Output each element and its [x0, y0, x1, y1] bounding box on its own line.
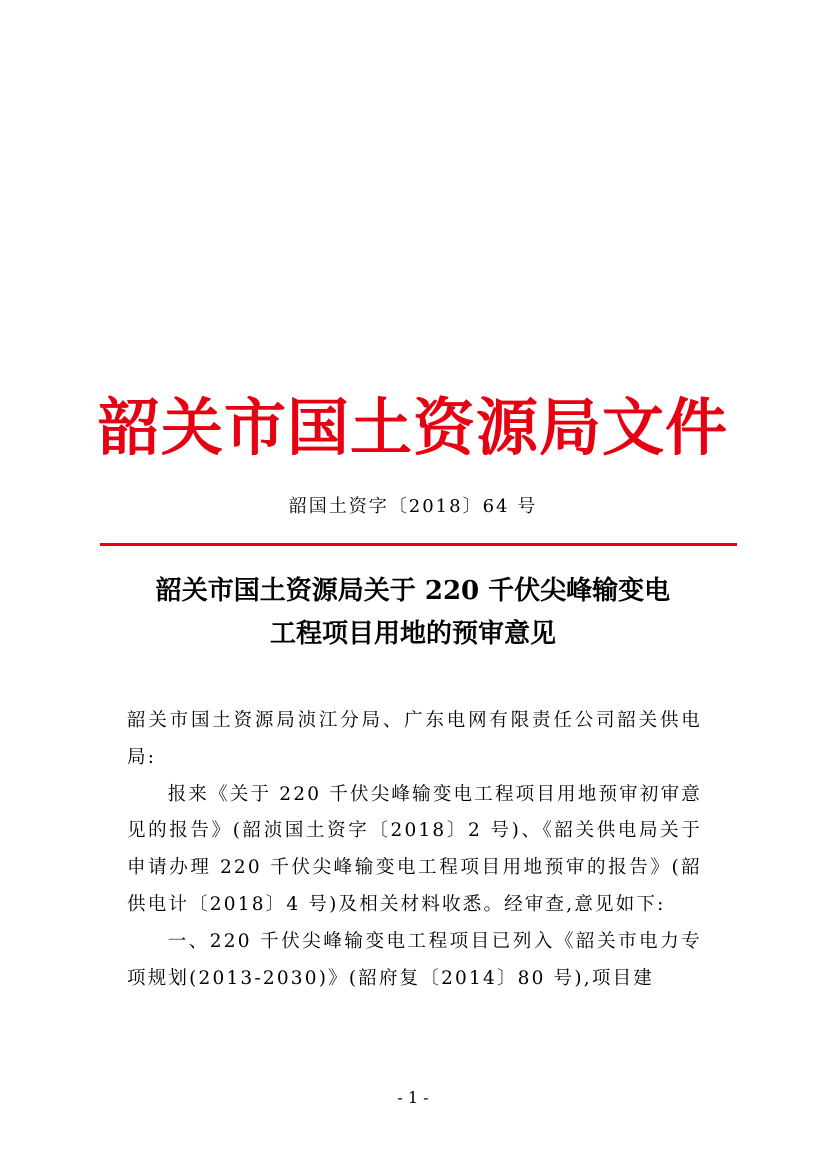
subject-line-1: 韶关市国土资源局关于 220 千伏尖峰输变电 — [155, 576, 671, 606]
document-subject — [0, 570, 826, 656]
page-number: - 1 - — [397, 1088, 429, 1107]
recipient-paragraph: 韶关市国土资源局浈江分局、广东电网有限责任公司韶关供电局: — [127, 710, 702, 768]
red-divider-line — [100, 543, 737, 546]
body-paragraph-2: 一、220 千伏尖峰输变电工程项目已列入《韶关市电力专项规划(2013-2030)》(韶府复〔2014〕80 号),项目建 — [127, 930, 702, 989]
document-body — [127, 703, 702, 997]
document-number: 韶国土资字〔2018〕64 号 — [288, 496, 538, 517]
subject-line-2: 工程项目用地的预审意见 — [269, 619, 556, 649]
document-header-title: 韶关市国土资源局文件 — [97, 391, 728, 464]
body-paragraph-1: 报来《关于 220 千伏尖峰输变电工程项目用地预审初审意见的报告》(韶浈国土资字〔2018〕2 号)、《韶关供电局关于申请办理 220 千伏尖峰输变电工程项目用地预审的报告》(韶供电计〔2018〕4 号)及相关材料收悉。经审查,意见如下: — [127, 783, 702, 915]
